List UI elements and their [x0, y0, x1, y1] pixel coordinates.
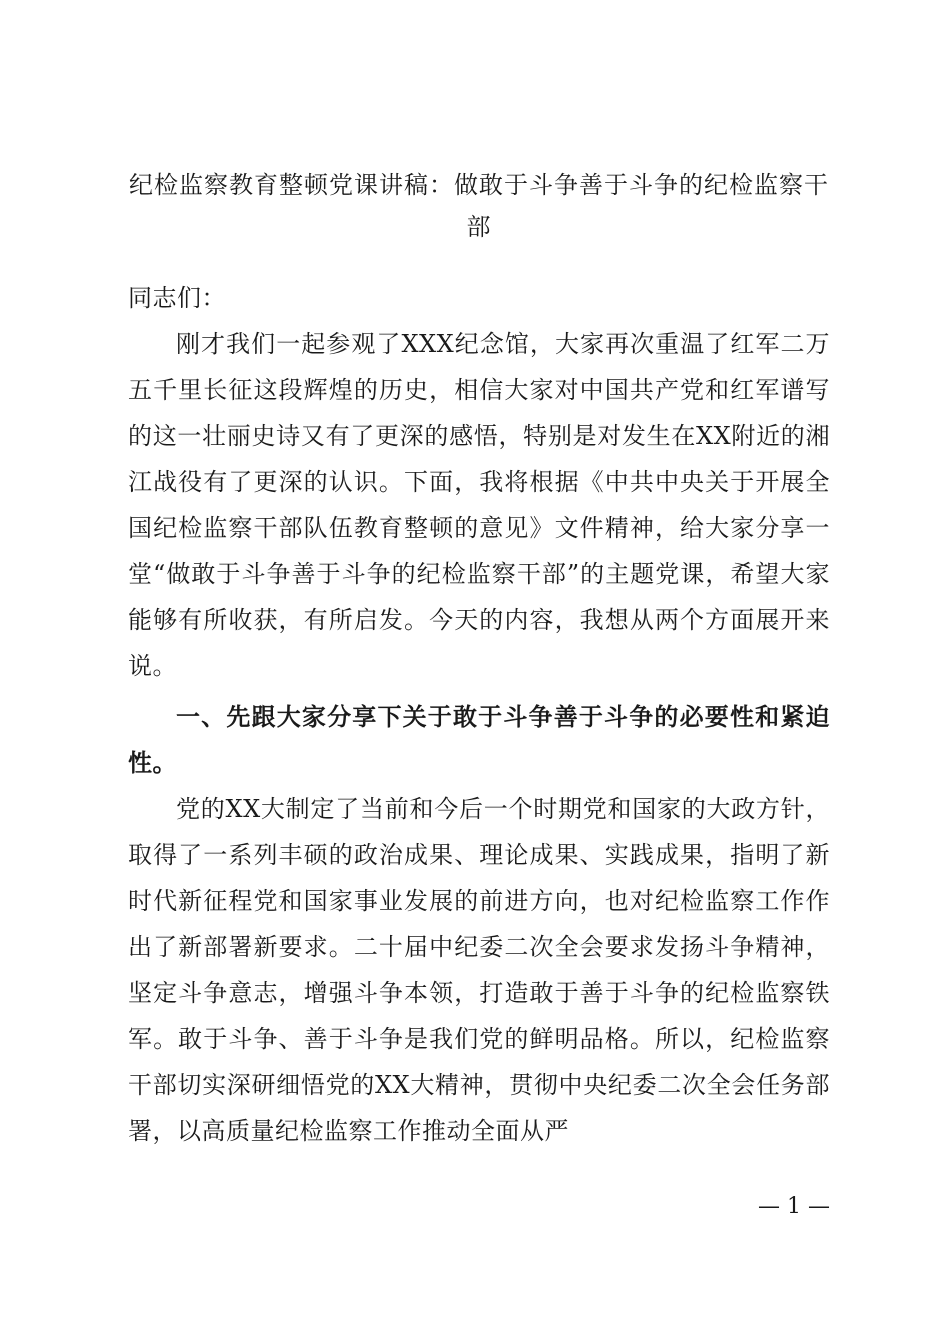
body-paragraph-intro: 刚才我们一起参观了XXX纪念馆，大家再次重温了红军二万五千里长征这段辉煌的历史，相信大家对中国共产党和红军谱写的这一壮丽史诗又有了更深的感悟，特别是对发生在XX附近的湘江战役有了更深的认识。下面，我将根据《中共中央关于开展全国纪检监察干部队伍教育整顿的意见》文件精神，给大家分享一堂“做敢于斗争善于斗争的纪检监察干部”的主题党课，希望大家能够有所收获，有所启发。今天的内容，我想从两个方面展开来说。	[128, 330, 830, 680]
salutation: 同志们：	[128, 284, 226, 312]
page-number: — 1 —	[758, 1194, 830, 1219]
section-heading-1: 一、先跟大家分享下关于敢于斗争善于斗争的必要性和紧迫性。	[128, 703, 830, 777]
document-title: 纪检监察教育整顿党课讲稿：做敢于斗争善于斗争的纪检监察干部	[129, 171, 829, 241]
body-paragraph-section-1: 党的XX大制定了当前和今后一个时期党和国家的大政方针，取得了一系列丰硕的政治成果、理论成果、实践成果，指明了新时代新征程党和国家事业发展的前进方向，也对纪检监察工作作出了新部署新要求。二十届中纪委二次全会要求发扬斗争精神，坚定斗争意志，增强斗争本领，打造敢于善于斗争的纪检监察铁军。敢于斗争、善于斗争是我们党的鲜明品格。所以，纪检监察干部切实深研细悟党的XX大精神，贯彻中央纪委二次全会任务部署，以高质量纪检监察工作推动全面从严	[128, 795, 830, 1145]
